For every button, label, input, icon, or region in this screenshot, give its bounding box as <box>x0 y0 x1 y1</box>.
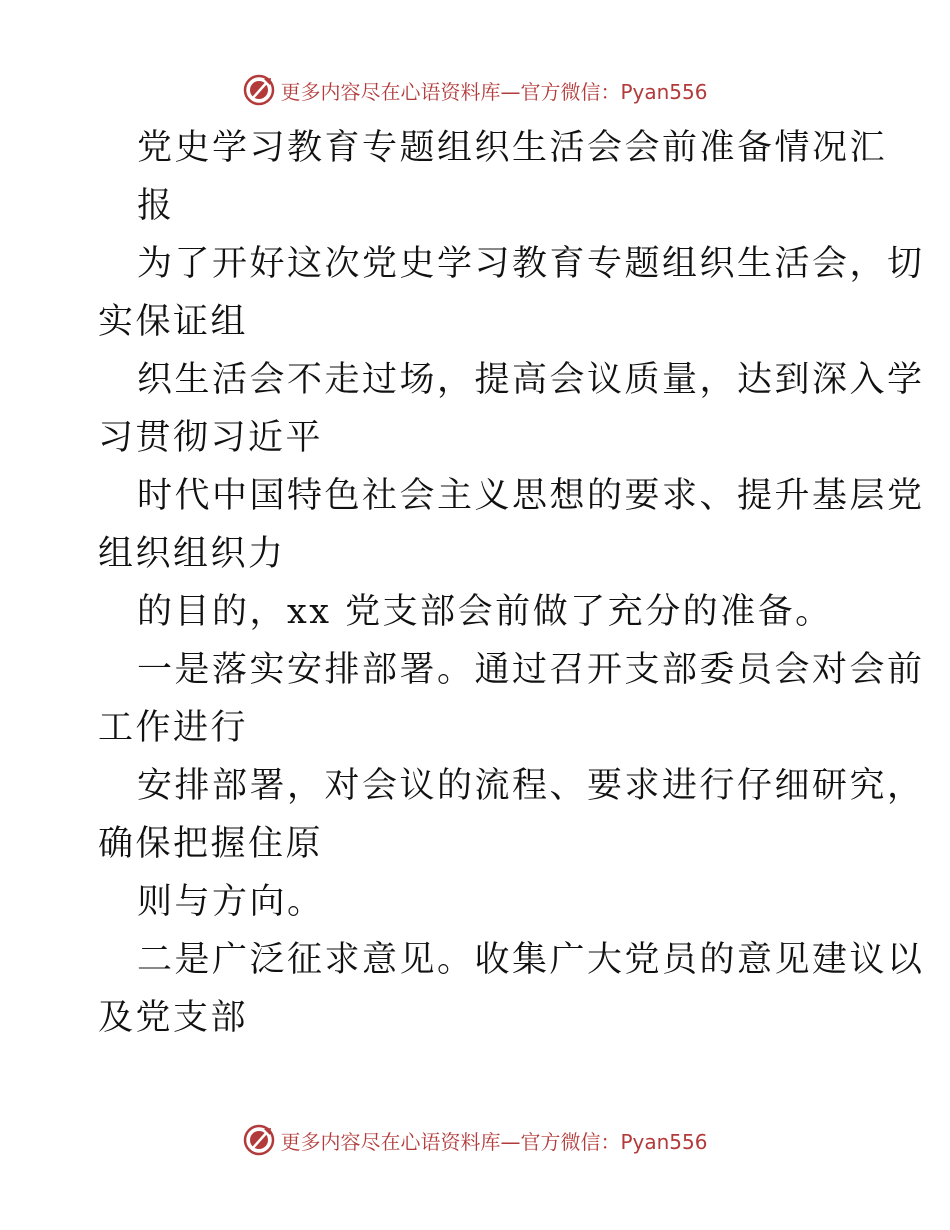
paragraph-line: 织生活会不走过场，提高会议质量，达到深入学 <box>137 360 925 400</box>
paragraph-line: 则与方向。 <box>137 882 325 922</box>
paragraph-line: 二是广泛征求意见。收集广大党员的意见建议以 <box>137 940 925 980</box>
pen-seal-logo-icon <box>242 1123 276 1157</box>
paragraph-line: 为了开好这次党史学习教育专题组织生活会，切 <box>137 244 925 284</box>
title-line-2: 报 <box>137 186 175 226</box>
paragraph-line: 安排部署，对会议的流程、要求进行仔细研究， <box>137 766 925 806</box>
paragraph-line: 一是落实安排部署。通过召开支部委员会对会前 <box>137 650 925 690</box>
watermark-text: 更多内容尽在心语资料库—官方微信：Pyan556 <box>280 79 708 104</box>
watermark-text: 更多内容尽在心语资料库—官方微信：Pyan556 <box>280 1129 708 1154</box>
paragraph-line: 确保把握住原 <box>98 824 324 864</box>
paragraph-line: 的目的，xx 党支部会前做了充分的准备。 <box>137 592 833 632</box>
paragraph-line: 组织组织力 <box>98 534 286 574</box>
paragraph-line: 时代中国特色社会主义思想的要求、提升基层党 <box>137 476 925 516</box>
title-line-1: 党史学习教育专题组织生活会会前准备情况汇 <box>137 128 888 168</box>
paragraph-line: 习贯彻习近平 <box>98 418 324 458</box>
paragraph-line: 及党支部 <box>98 998 249 1038</box>
paragraph-line: 实保证组 <box>98 302 249 342</box>
footer-watermark <box>0 1120 950 1160</box>
paragraph-line: 工作进行 <box>98 708 249 748</box>
